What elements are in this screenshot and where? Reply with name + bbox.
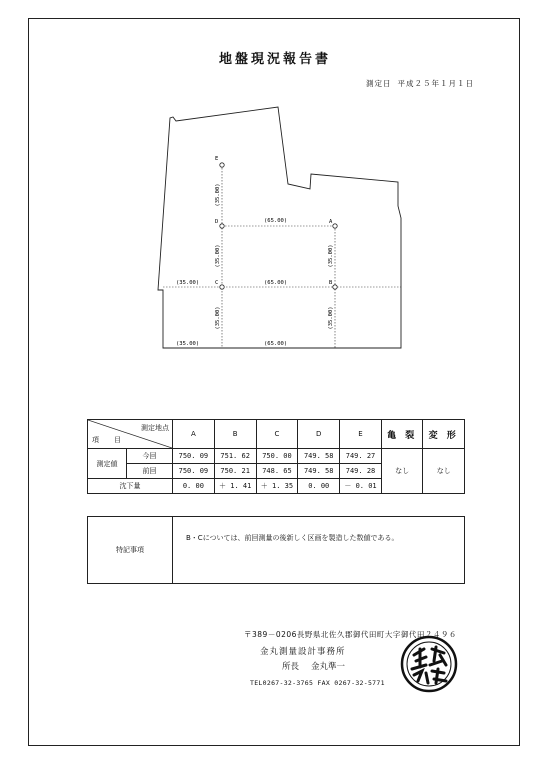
cur-a: 750. 09 — [173, 449, 215, 464]
col-a: A — [173, 420, 215, 449]
point-e-marker — [220, 163, 224, 167]
set-d: 0. 00 — [298, 479, 340, 494]
col-crack: 亀 裂 — [381, 420, 423, 449]
point-b-label: B — [329, 280, 333, 286]
row-previous-label: 前回 — [127, 464, 173, 479]
col-d: D — [298, 420, 340, 449]
header-item: 項 目 — [92, 436, 125, 444]
set-b: ＋ 1. 41 — [214, 479, 256, 494]
point-c-label: C — [215, 280, 219, 286]
col-c: C — [256, 420, 298, 449]
prev-b: 750. 21 — [214, 464, 256, 479]
point-b-marker — [333, 285, 337, 289]
survey-date-value: 平成２５年１月１日 — [397, 79, 474, 88]
cur-e: 749. 27 — [340, 449, 382, 464]
set-a: 0. 00 — [173, 479, 215, 494]
dim-c-b: (65.00) — [264, 280, 288, 286]
prev-e: 749. 28 — [340, 464, 382, 479]
dim-bottom-right: (65.00) — [264, 341, 288, 347]
measurement-table — [87, 419, 465, 494]
col-e: E — [340, 420, 382, 449]
col-deform: 変 形 — [423, 420, 465, 449]
firm-address: 〒389－0206長野県北佐久郡御代田町大字御代田２４９６ — [244, 630, 457, 639]
firm-contact: TEL0267-32-3765 FAX 0267-32-5771 — [250, 679, 385, 687]
prev-c: 748. 65 — [256, 464, 298, 479]
point-a-marker — [333, 224, 337, 228]
set-e: － 0. 01 — [340, 479, 382, 494]
director-title: 所長 — [282, 662, 300, 672]
firm-director — [282, 660, 345, 672]
row-settlement-label: 沈下量 — [88, 479, 173, 494]
cur-c: 750. 00 — [256, 449, 298, 464]
row-current-label: 今回 — [127, 449, 173, 464]
point-d-label: D — [215, 219, 219, 225]
director-name: 金丸準一 — [311, 662, 346, 672]
table-corner-cell — [88, 420, 173, 449]
dim-b-bottom: (35.00) — [328, 306, 334, 330]
col-b: B — [214, 420, 256, 449]
dim-left-bottom: (35.00) — [176, 341, 200, 347]
deform-value: なし — [423, 449, 465, 494]
set-c: ＋ 1. 35 — [256, 479, 298, 494]
document-title: 地盤現況報告書 — [218, 52, 331, 67]
remarks-text: B・Cについては、前回測量の後新しく区画を製造した数値である。 — [186, 534, 399, 542]
measured-label: 測定値 — [88, 449, 127, 479]
crack-value: なし — [381, 449, 423, 494]
point-d-marker — [220, 224, 224, 228]
dim-a-b: (35.00) — [328, 244, 334, 268]
dim-d-a: (65.00) — [264, 218, 288, 224]
dim-c-bottom: (35.00) — [215, 306, 221, 330]
site-outline — [158, 107, 401, 348]
dim-left-mid: (35.00) — [176, 280, 200, 286]
prev-a: 750. 09 — [173, 464, 215, 479]
point-a-label: A — [329, 219, 333, 225]
company-seal — [400, 635, 458, 693]
prev-d: 749. 58 — [298, 464, 340, 479]
dim-d-c: (35.00) — [215, 244, 221, 268]
dim-e-d: (35.00) — [215, 183, 221, 207]
firm-name: 金丸測量設計事務所 — [260, 647, 346, 657]
point-c-marker — [220, 285, 224, 289]
survey-date-label: 測定日 — [366, 79, 392, 88]
remarks-box — [87, 516, 465, 584]
cur-d: 749. 58 — [298, 449, 340, 464]
remarks-label: 特記事項 — [88, 517, 173, 583]
cur-b: 751. 62 — [214, 449, 256, 464]
header-points: 測定地点 — [141, 424, 169, 432]
point-e-label: E — [215, 156, 219, 162]
